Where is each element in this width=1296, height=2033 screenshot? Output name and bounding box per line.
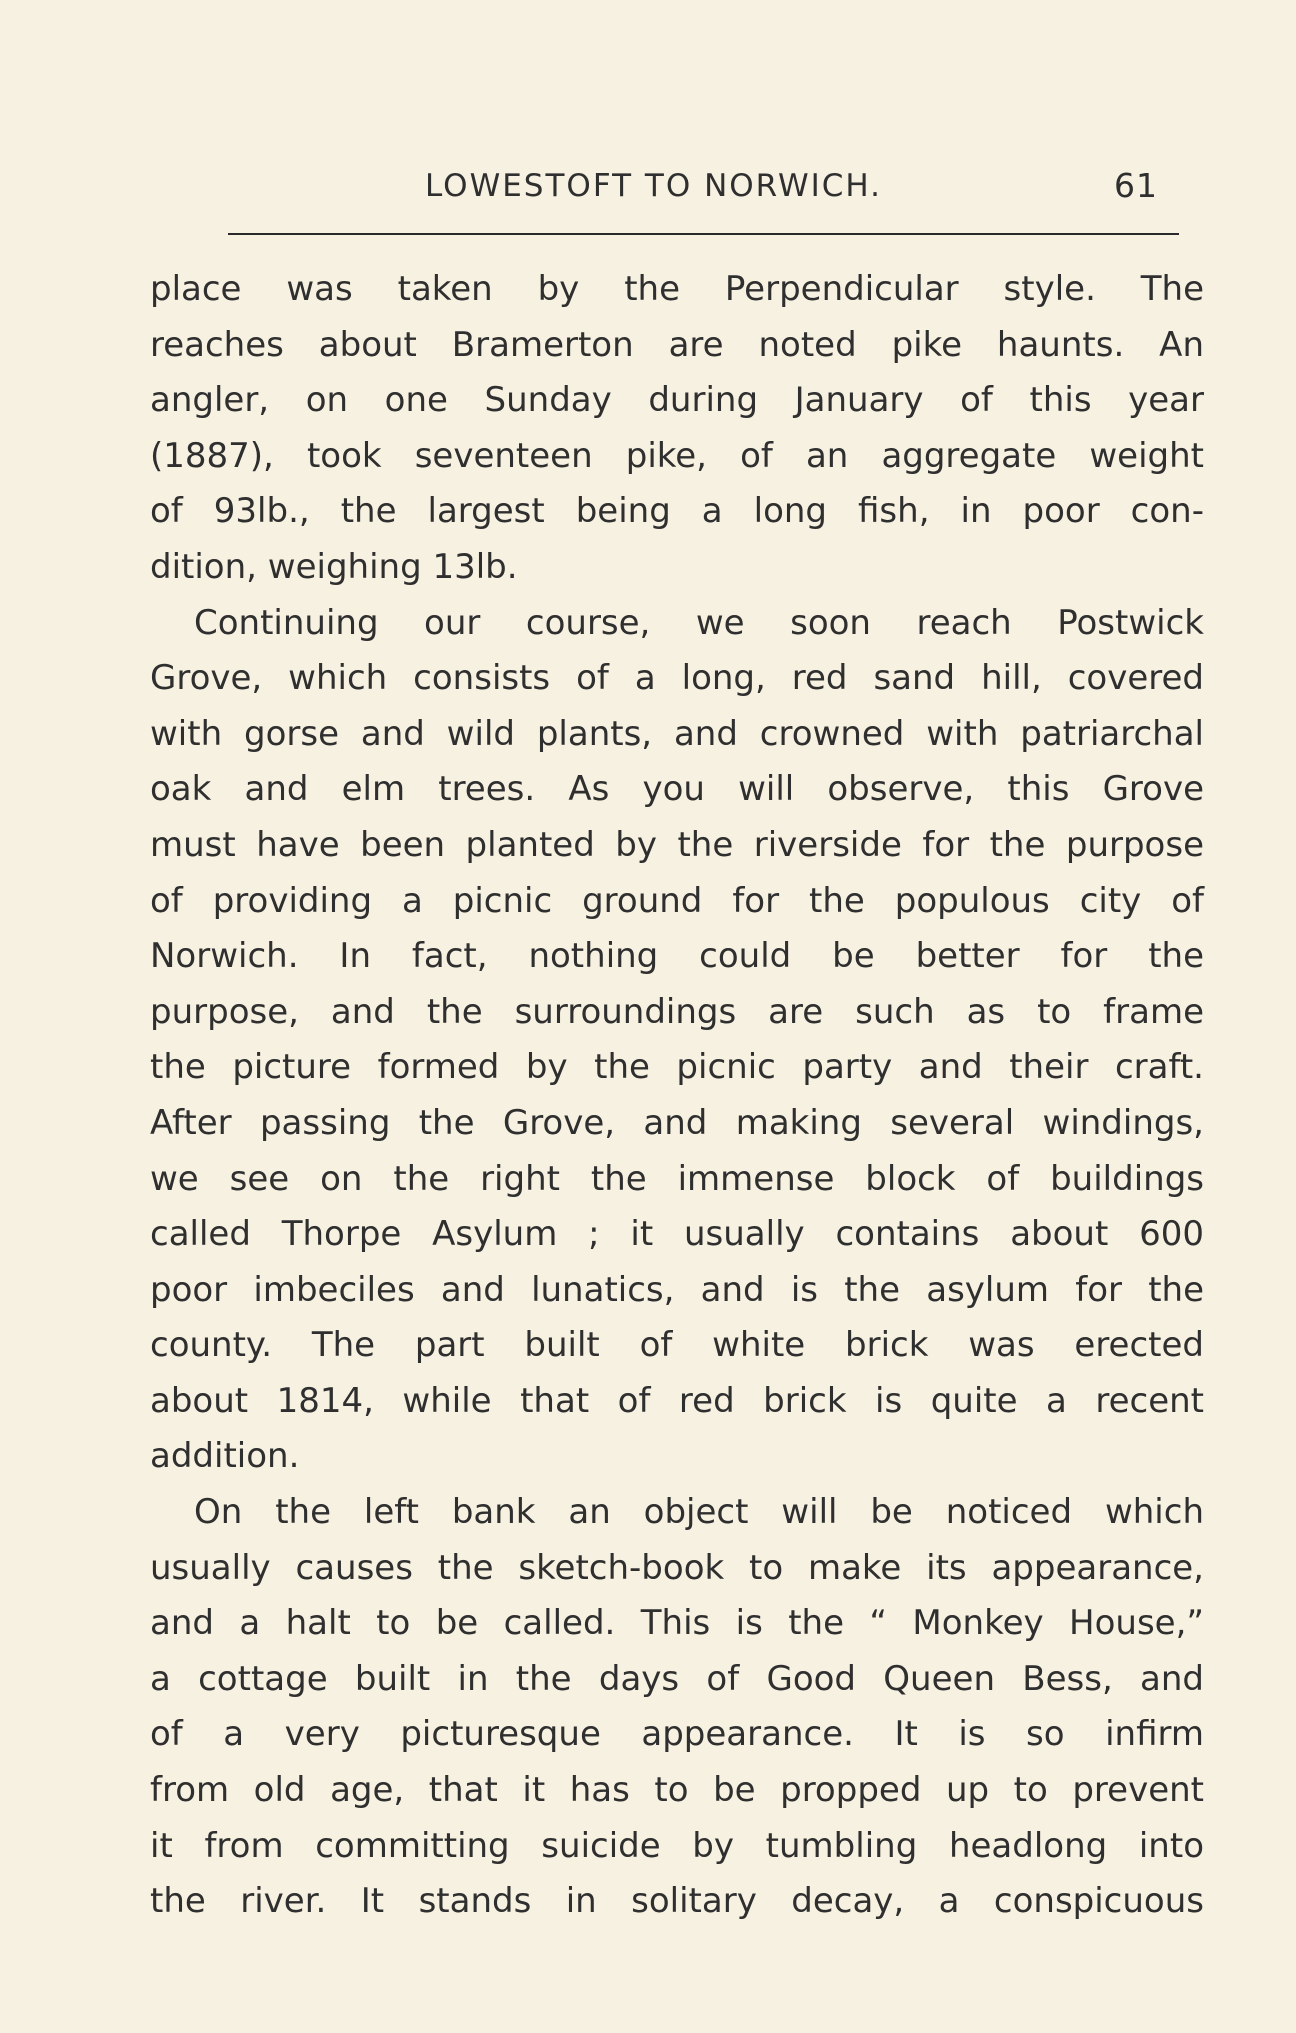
text-line: reaches about Bramerton are noted pike haunts. An <box>150 324 1204 365</box>
text-line: place was taken by the Perpendicular style. The <box>150 269 1204 309</box>
text-line: it from committing suicide by tumbling headlong into <box>150 1825 1204 1866</box>
page-number: 61 <box>1114 166 1158 205</box>
text-line: On the left bank an object will be noticed which <box>194 1492 1204 1533</box>
text-line: addition. <box>150 1436 300 1477</box>
text-line: the river. It stands in solitary decay, a conspicuous <box>150 1881 1204 1922</box>
text-line: Norwich. In fact, nothing could be better for the <box>150 936 1204 977</box>
text-line: called Thorpe Asylum ; it usually contains about 600 <box>150 1214 1204 1255</box>
text-line: Grove, which consists of a long, red sand hill, covered <box>150 658 1204 699</box>
text-line: with gorse and wild plants, and crowned with patriarchal <box>150 713 1204 754</box>
header-rule <box>228 233 1179 235</box>
text-line: (1887), took seventeen pike, of an aggregate weight <box>150 435 1204 476</box>
text-line: about 1814, while that of red brick is quite a recent <box>150 1380 1204 1421</box>
text-line: dition, weighing 13lb. <box>150 546 518 587</box>
text-line: county. The part built of white brick was erected <box>150 1325 1204 1366</box>
text-line: a cottage built in the days of Good Queen Bess, and <box>150 1658 1204 1699</box>
text-line: poor imbeciles and lunatics, and is the asylum for the <box>150 1269 1204 1310</box>
text-line: angler, on one Sunday during January of this year <box>150 380 1204 421</box>
text-line: from old age, that it has to be propped up to prevent <box>150 1770 1204 1811</box>
running-head: LOWESTOFT TO NORWICH. <box>425 168 883 204</box>
page-header <box>150 168 1180 218</box>
text-line: Continuing our course, we soon reach Postwick <box>194 602 1204 643</box>
text-line: the picture formed by the picnic party and their craft. <box>150 1047 1204 1088</box>
text-line: of 93lb., the largest being a long fish, in poor con- <box>150 491 1204 532</box>
text-line: must have been planted by the riverside for the purpose <box>150 824 1204 865</box>
text-line: oak and elm trees. As you will observe, this Grove <box>150 769 1204 810</box>
text-line: usually causes the sketch-book to make its appearance, <box>150 1547 1204 1588</box>
text-line: we see on the right the immense block of buildings <box>150 1158 1204 1199</box>
text-line: After passing the Grove, and making several windings, <box>150 1102 1204 1143</box>
text-line: purpose, and the surroundings are such as to frame <box>150 991 1204 1032</box>
text-line: and a halt to be called. This is the “ Monkey House,” <box>150 1603 1204 1644</box>
text-line: of providing a picnic ground for the populous city of <box>150 880 1204 921</box>
body-text <box>150 262 1204 1930</box>
text-line: of a very picturesque appearance. It is so infirm <box>150 1714 1204 1755</box>
